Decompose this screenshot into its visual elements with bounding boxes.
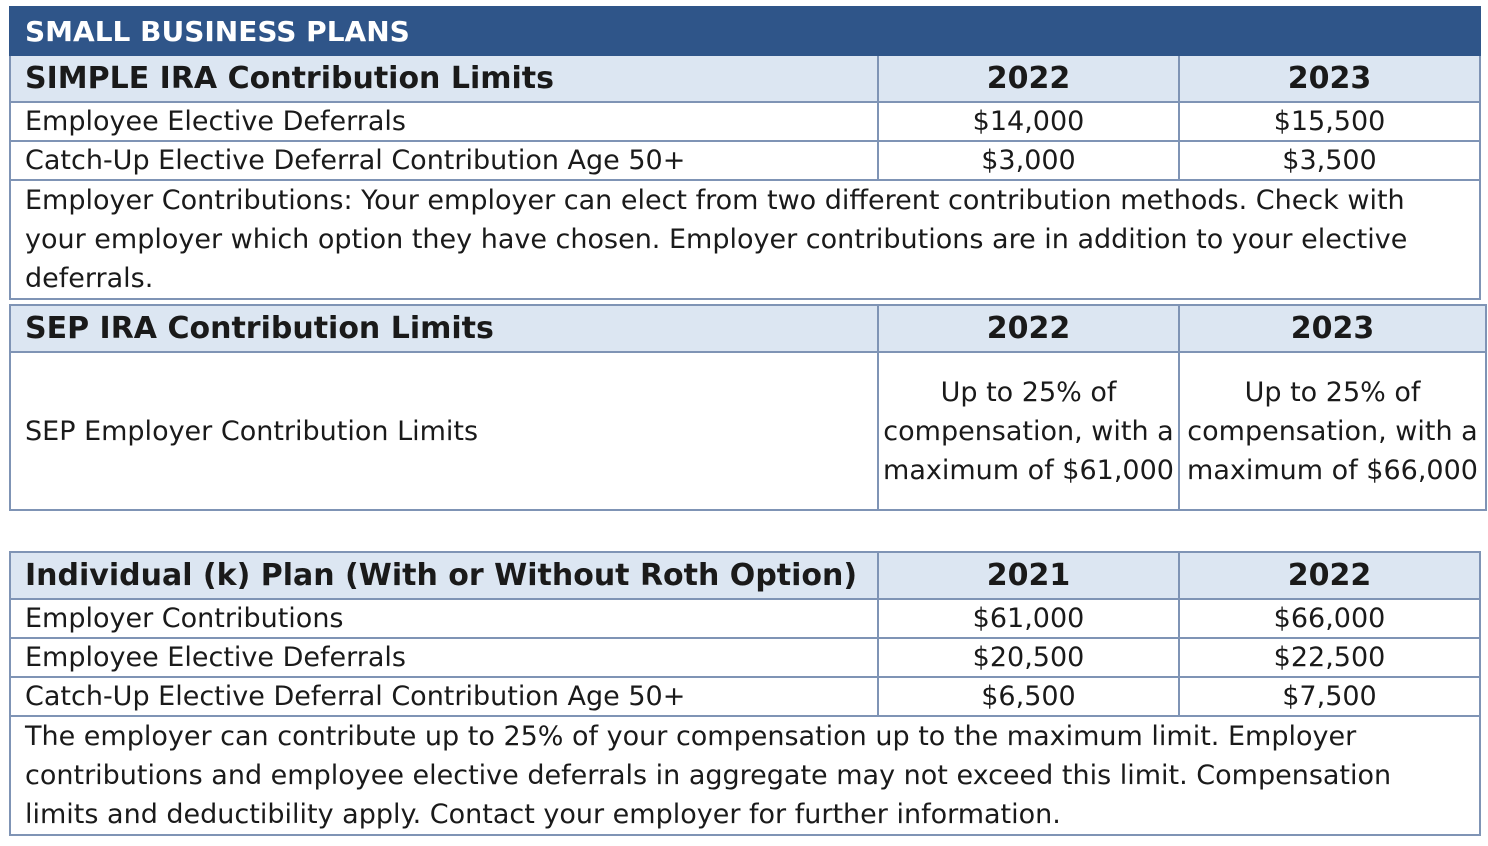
individual-note: The employer can contribute up to 25% of your compensation up to the maximum limit. Employer contributions and employee elective deferrals in aggregate may not exceed this limit. Compensation limits and deductibility apply. Contact your employer for further information. [10, 716, 1480, 835]
year-header: 2022 [878, 55, 1179, 102]
year-header: 2022 [878, 305, 1179, 352]
row-label: Catch-Up Elective Deferral Contribution Age 50+ [10, 677, 878, 716]
row-label: Catch-Up Elective Deferral Contribution Age 50+ [10, 141, 878, 180]
row-value: $15,500 [1179, 102, 1480, 141]
table-header-row [10, 55, 1480, 102]
table-row [10, 599, 1480, 638]
simple-ira-table [9, 6, 1481, 300]
table-row [10, 638, 1480, 677]
row-value: $6,500 [878, 677, 1179, 716]
row-label: Employee Elective Deferrals [10, 638, 878, 677]
simple-note: Employer Contributions: Your employer can elect from two different contribution methods. Check with your employer which option they have chosen. Employer contributions are in addition to your elective deferrals. [10, 180, 1480, 299]
year-header: 2023 [1179, 305, 1486, 352]
note-row [10, 180, 1480, 299]
table-row [10, 352, 1486, 510]
banner-row [10, 7, 1480, 55]
row-value: $3,000 [878, 141, 1179, 180]
year-header: 2022 [1179, 552, 1480, 599]
row-value: $14,000 [878, 102, 1179, 141]
row-value: Up to 25% of compensation, with a maximum of $66,000 [1179, 352, 1486, 510]
row-value: Up to 25% of compensation, with a maximum of $61,000 [878, 352, 1179, 510]
table-row [10, 677, 1480, 716]
sep-ira-table [9, 304, 1487, 511]
table-header-row [10, 305, 1486, 352]
row-label: Employee Elective Deferrals [10, 102, 878, 141]
year-header: 2023 [1179, 55, 1480, 102]
row-value: $7,500 [1179, 677, 1480, 716]
page-title: SMALL BUSINESS PLANS [10, 7, 1480, 55]
row-label: SEP Employer Contribution Limits [10, 352, 878, 510]
row-value: $3,500 [1179, 141, 1480, 180]
table-row [10, 102, 1480, 141]
year-header: 2021 [878, 552, 1179, 599]
row-value: $66,000 [1179, 599, 1480, 638]
note-row [10, 716, 1480, 835]
row-value: $20,500 [878, 638, 1179, 677]
row-value: $61,000 [878, 599, 1179, 638]
row-label: Employer Contributions [10, 599, 878, 638]
table-header-row [10, 552, 1480, 599]
individual-k-table [9, 551, 1481, 836]
individual-heading: Individual (k) Plan (With or Without Roth Option) [10, 552, 878, 599]
table-row [10, 141, 1480, 180]
sep-heading: SEP IRA Contribution Limits [10, 305, 878, 352]
row-value: $22,500 [1179, 638, 1480, 677]
simple-heading: SIMPLE IRA Contribution Limits [10, 55, 878, 102]
